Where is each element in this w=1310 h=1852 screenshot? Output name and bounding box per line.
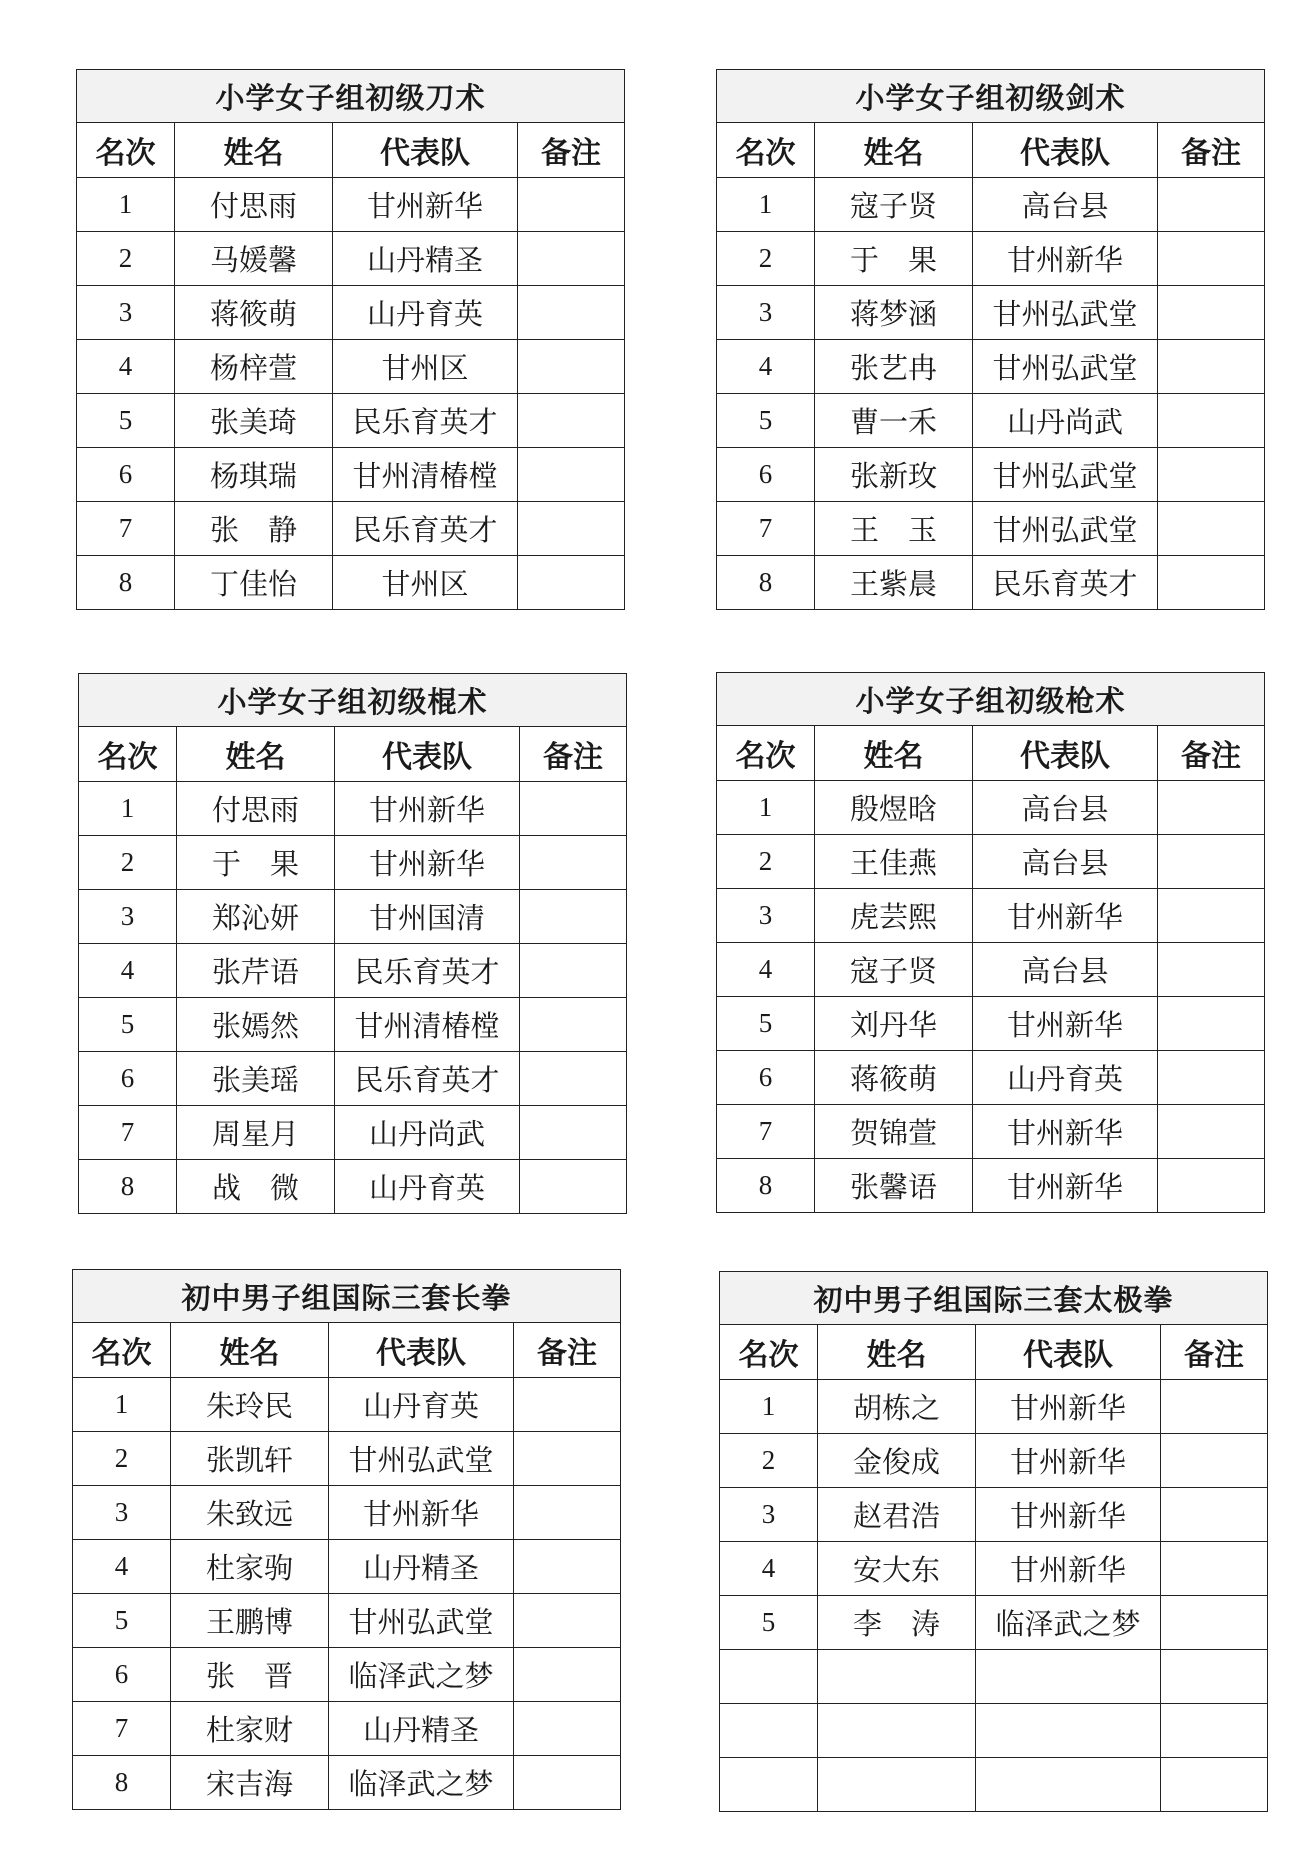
table-title-row	[717, 673, 1265, 726]
team-cell: 甘州新华	[973, 1159, 1158, 1213]
name-cell: 张嫣然	[177, 998, 335, 1052]
rank-cell	[720, 1758, 818, 1812]
team-cell: 甘州新华	[973, 1105, 1158, 1159]
team-cell: 甘州新华	[973, 997, 1158, 1051]
note-cell	[1158, 232, 1265, 286]
note-cell	[514, 1756, 621, 1810]
name-column-header: 姓名	[175, 123, 333, 178]
rank-cell: 1	[73, 1378, 171, 1432]
name-cell: 王佳燕	[815, 835, 973, 889]
team-cell: 甘州清椿樘	[335, 998, 520, 1052]
note-cell	[518, 286, 625, 340]
table-row	[720, 1434, 1268, 1488]
team-cell	[976, 1650, 1161, 1704]
name-cell	[818, 1650, 976, 1704]
table-title: 初中男子组国际三套太极拳	[720, 1272, 1268, 1325]
note-cell	[1161, 1596, 1268, 1650]
table-row	[720, 1758, 1268, 1812]
name-cell: 张新玫	[815, 448, 973, 502]
team-cell: 甘州新华	[335, 782, 520, 836]
table-row	[73, 1702, 621, 1756]
name-cell: 王 玉	[815, 502, 973, 556]
note-column-header: 备注	[520, 727, 627, 782]
note-cell	[520, 890, 627, 944]
column-header-row	[720, 1325, 1268, 1380]
rank-cell: 5	[720, 1596, 818, 1650]
note-cell	[518, 448, 625, 502]
rank-cell: 6	[73, 1648, 171, 1702]
rank-cell: 1	[717, 781, 815, 835]
table-row	[77, 232, 625, 286]
name-cell: 王鹏博	[171, 1594, 329, 1648]
name-cell: 张艺冉	[815, 340, 973, 394]
rank-cell: 7	[79, 1106, 177, 1160]
name-cell: 寇子贤	[815, 943, 973, 997]
table-row	[720, 1488, 1268, 1542]
team-cell: 甘州区	[333, 556, 518, 610]
note-cell	[514, 1648, 621, 1702]
team-cell: 民乐育英才	[335, 944, 520, 998]
results-table	[76, 69, 625, 610]
rank-cell: 6	[717, 1051, 815, 1105]
note-cell	[1158, 1159, 1265, 1213]
note-cell	[520, 836, 627, 890]
rank-cell: 1	[720, 1380, 818, 1434]
rank-cell: 5	[717, 394, 815, 448]
table-row	[73, 1756, 621, 1810]
table-row	[79, 998, 627, 1052]
team-column-header: 代表队	[329, 1323, 514, 1378]
note-cell	[1158, 448, 1265, 502]
note-cell	[1161, 1650, 1268, 1704]
rank-column-header: 名次	[717, 726, 815, 781]
table-row	[77, 448, 625, 502]
table-row	[73, 1486, 621, 1540]
note-cell	[518, 340, 625, 394]
name-cell: 张馨语	[815, 1159, 973, 1213]
rank-cell: 5	[717, 997, 815, 1051]
table-row	[717, 1051, 1265, 1105]
team-cell: 甘州清椿樘	[333, 448, 518, 502]
rank-cell: 5	[77, 394, 175, 448]
table-row	[73, 1648, 621, 1702]
note-column-header: 备注	[1158, 123, 1265, 178]
team-cell: 甘州弘武堂	[973, 286, 1158, 340]
name-column-header: 姓名	[818, 1325, 976, 1380]
table-row	[717, 781, 1265, 835]
name-column-header: 姓名	[815, 123, 973, 178]
team-cell: 甘州弘武堂	[973, 340, 1158, 394]
note-column-header: 备注	[514, 1323, 621, 1378]
name-cell	[818, 1704, 976, 1758]
table-row	[79, 1106, 627, 1160]
team-cell: 甘州新华	[329, 1486, 514, 1540]
table-row	[79, 836, 627, 890]
table-title: 小学女子组初级剑术	[717, 70, 1265, 123]
team-cell: 山丹育英	[335, 1160, 520, 1214]
table-title-row	[717, 70, 1265, 123]
team-cell	[976, 1704, 1161, 1758]
table-row	[717, 556, 1265, 610]
rank-cell: 1	[77, 178, 175, 232]
name-cell: 朱致远	[171, 1486, 329, 1540]
table-row	[77, 286, 625, 340]
rank-cell: 2	[717, 232, 815, 286]
name-cell: 张美琦	[175, 394, 333, 448]
name-cell: 李 涛	[818, 1596, 976, 1650]
name-cell: 蒋梦涵	[815, 286, 973, 340]
rank-cell: 3	[720, 1488, 818, 1542]
rank-cell: 8	[73, 1756, 171, 1810]
column-header-row	[77, 123, 625, 178]
note-cell	[1161, 1434, 1268, 1488]
name-cell: 寇子贤	[815, 178, 973, 232]
note-cell	[518, 556, 625, 610]
team-cell: 高台县	[973, 835, 1158, 889]
table-row	[77, 178, 625, 232]
table-row	[717, 889, 1265, 943]
note-cell	[1161, 1542, 1268, 1596]
team-cell: 甘州新华	[333, 178, 518, 232]
team-column-header: 代表队	[976, 1325, 1161, 1380]
name-cell: 杨梓萱	[175, 340, 333, 394]
team-column-header: 代表队	[335, 727, 520, 782]
team-column-header: 代表队	[333, 123, 518, 178]
team-cell: 民乐育英才	[973, 556, 1158, 610]
note-cell	[1161, 1758, 1268, 1812]
team-cell: 山丹精圣	[329, 1702, 514, 1756]
name-cell: 金俊成	[818, 1434, 976, 1488]
rank-column-header: 名次	[79, 727, 177, 782]
team-cell: 山丹育英	[329, 1378, 514, 1432]
table-row	[717, 502, 1265, 556]
name-cell: 杜家财	[171, 1702, 329, 1756]
rank-cell: 6	[77, 448, 175, 502]
rank-cell: 5	[79, 998, 177, 1052]
name-column-header: 姓名	[815, 726, 973, 781]
results-table	[719, 1271, 1268, 1812]
name-cell: 张凯轩	[171, 1432, 329, 1486]
note-cell	[518, 232, 625, 286]
rank-cell: 4	[717, 943, 815, 997]
team-cell: 甘州新华	[976, 1380, 1161, 1434]
team-cell: 甘州新华	[335, 836, 520, 890]
rank-cell: 4	[720, 1542, 818, 1596]
team-cell: 甘州国清	[335, 890, 520, 944]
team-column-header: 代表队	[973, 726, 1158, 781]
table-title-row	[73, 1270, 621, 1323]
note-cell	[520, 1106, 627, 1160]
note-column-header: 备注	[518, 123, 625, 178]
rank-cell: 8	[717, 556, 815, 610]
note-cell	[514, 1486, 621, 1540]
note-cell	[520, 1052, 627, 1106]
rank-cell	[720, 1650, 818, 1704]
table-title: 小学女子组初级刀术	[77, 70, 625, 123]
name-cell: 付思雨	[175, 178, 333, 232]
name-cell: 周星月	[177, 1106, 335, 1160]
rank-cell: 2	[79, 836, 177, 890]
table-row	[79, 944, 627, 998]
team-cell: 临泽武之梦	[329, 1648, 514, 1702]
table-title: 小学女子组初级枪术	[717, 673, 1265, 726]
team-cell: 山丹育英	[333, 286, 518, 340]
rank-cell: 3	[717, 286, 815, 340]
table-row	[73, 1378, 621, 1432]
team-cell: 高台县	[973, 943, 1158, 997]
note-cell	[514, 1378, 621, 1432]
table-row	[717, 232, 1265, 286]
rank-cell: 4	[717, 340, 815, 394]
table-row	[73, 1432, 621, 1486]
column-header-row	[717, 123, 1265, 178]
results-table	[716, 69, 1265, 610]
table-row	[79, 1160, 627, 1214]
rank-cell: 4	[77, 340, 175, 394]
team-cell: 山丹尚武	[973, 394, 1158, 448]
name-cell: 张 静	[175, 502, 333, 556]
note-cell	[1158, 394, 1265, 448]
team-cell: 山丹育英	[973, 1051, 1158, 1105]
rank-cell: 7	[717, 502, 815, 556]
name-column-header: 姓名	[177, 727, 335, 782]
note-cell	[1158, 340, 1265, 394]
rank-column-header: 名次	[717, 123, 815, 178]
note-cell	[1161, 1704, 1268, 1758]
note-cell	[1158, 1051, 1265, 1105]
table-row	[717, 394, 1265, 448]
table-row	[77, 502, 625, 556]
rank-cell: 6	[717, 448, 815, 502]
team-cell: 高台县	[973, 178, 1158, 232]
rank-column-header: 名次	[77, 123, 175, 178]
team-cell: 甘州区	[333, 340, 518, 394]
name-cell: 战 微	[177, 1160, 335, 1214]
rank-cell: 8	[717, 1159, 815, 1213]
note-cell	[520, 998, 627, 1052]
team-cell: 甘州新华	[973, 232, 1158, 286]
rank-cell: 6	[79, 1052, 177, 1106]
results-table	[78, 673, 627, 1214]
note-cell	[520, 944, 627, 998]
note-cell	[1158, 943, 1265, 997]
results-table	[72, 1269, 621, 1810]
table-row	[79, 1052, 627, 1106]
rank-cell: 5	[73, 1594, 171, 1648]
rank-cell: 1	[717, 178, 815, 232]
column-header-row	[717, 726, 1265, 781]
table-row	[720, 1380, 1268, 1434]
note-column-header: 备注	[1161, 1325, 1268, 1380]
team-cell: 甘州新华	[976, 1488, 1161, 1542]
note-cell	[518, 178, 625, 232]
table-row	[717, 835, 1265, 889]
team-cell: 民乐育英才	[333, 502, 518, 556]
note-cell	[518, 394, 625, 448]
team-cell: 甘州新华	[973, 889, 1158, 943]
name-cell: 宋吉海	[171, 1756, 329, 1810]
table-row	[73, 1594, 621, 1648]
table-title-row	[720, 1272, 1268, 1325]
team-cell: 甘州弘武堂	[329, 1432, 514, 1486]
rank-cell: 7	[73, 1702, 171, 1756]
name-cell: 付思雨	[177, 782, 335, 836]
table-row	[717, 1159, 1265, 1213]
table-row	[720, 1596, 1268, 1650]
name-cell	[818, 1758, 976, 1812]
note-column-header: 备注	[1158, 726, 1265, 781]
table-row	[717, 943, 1265, 997]
note-cell	[1158, 889, 1265, 943]
rank-cell: 4	[79, 944, 177, 998]
team-cell: 甘州弘武堂	[973, 448, 1158, 502]
name-cell: 刘丹华	[815, 997, 973, 1051]
rank-cell: 8	[77, 556, 175, 610]
table-row	[717, 286, 1265, 340]
name-cell: 安大东	[818, 1542, 976, 1596]
column-header-row	[79, 727, 627, 782]
note-cell	[1161, 1488, 1268, 1542]
note-cell	[1158, 997, 1265, 1051]
team-column-header: 代表队	[973, 123, 1158, 178]
note-cell	[514, 1594, 621, 1648]
team-cell: 甘州弘武堂	[329, 1594, 514, 1648]
table-row	[720, 1542, 1268, 1596]
name-cell: 虎芸熙	[815, 889, 973, 943]
table-row	[720, 1704, 1268, 1758]
note-cell	[1158, 502, 1265, 556]
name-cell: 马媛馨	[175, 232, 333, 286]
table-row	[717, 997, 1265, 1051]
team-cell: 山丹尚武	[335, 1106, 520, 1160]
table-row	[77, 394, 625, 448]
table-row	[73, 1540, 621, 1594]
name-cell: 杜家驹	[171, 1540, 329, 1594]
rank-cell: 4	[73, 1540, 171, 1594]
column-header-row	[73, 1323, 621, 1378]
name-cell: 曹一禾	[815, 394, 973, 448]
rank-cell: 8	[79, 1160, 177, 1214]
note-cell	[1158, 286, 1265, 340]
team-cell: 山丹精圣	[329, 1540, 514, 1594]
name-cell: 丁佳怡	[175, 556, 333, 610]
table-row	[717, 448, 1265, 502]
name-cell: 蒋筱萌	[815, 1051, 973, 1105]
rank-cell: 2	[720, 1434, 818, 1488]
table-row	[77, 556, 625, 610]
note-cell	[514, 1702, 621, 1756]
table-title: 初中男子组国际三套长拳	[73, 1270, 621, 1323]
team-cell: 民乐育英才	[335, 1052, 520, 1106]
rank-cell: 3	[717, 889, 815, 943]
team-cell: 甘州弘武堂	[973, 502, 1158, 556]
note-cell	[1158, 781, 1265, 835]
table-row	[717, 1105, 1265, 1159]
name-cell: 殷煜晗	[815, 781, 973, 835]
name-cell: 贺锦萱	[815, 1105, 973, 1159]
note-cell	[1161, 1380, 1268, 1434]
table-row	[717, 340, 1265, 394]
rank-cell: 3	[73, 1486, 171, 1540]
team-cell: 临泽武之梦	[329, 1756, 514, 1810]
name-cell: 于 果	[177, 836, 335, 890]
note-cell	[1158, 835, 1265, 889]
note-cell	[1158, 556, 1265, 610]
name-cell: 张 晋	[171, 1648, 329, 1702]
table-title-row	[77, 70, 625, 123]
team-cell: 高台县	[973, 781, 1158, 835]
rank-cell: 2	[73, 1432, 171, 1486]
results-table	[716, 672, 1265, 1213]
name-cell: 郑沁妍	[177, 890, 335, 944]
name-cell: 杨琪瑞	[175, 448, 333, 502]
note-cell	[1158, 178, 1265, 232]
name-cell: 赵君浩	[818, 1488, 976, 1542]
team-cell: 甘州新华	[976, 1542, 1161, 1596]
rank-cell: 7	[717, 1105, 815, 1159]
table-row	[79, 890, 627, 944]
rank-cell: 2	[77, 232, 175, 286]
team-cell: 甘州新华	[976, 1434, 1161, 1488]
table-title-row	[79, 674, 627, 727]
rank-cell: 2	[717, 835, 815, 889]
rank-column-header: 名次	[73, 1323, 171, 1378]
team-cell	[976, 1758, 1161, 1812]
table-row	[717, 178, 1265, 232]
team-cell: 山丹精圣	[333, 232, 518, 286]
name-cell: 蒋筱萌	[175, 286, 333, 340]
table-row	[77, 340, 625, 394]
team-cell: 民乐育英才	[333, 394, 518, 448]
note-cell	[520, 1160, 627, 1214]
note-cell	[514, 1432, 621, 1486]
table-row	[79, 782, 627, 836]
name-cell: 张芹语	[177, 944, 335, 998]
name-cell: 胡栋之	[818, 1380, 976, 1434]
name-cell: 王紫晨	[815, 556, 973, 610]
note-cell	[518, 502, 625, 556]
note-cell	[1158, 1105, 1265, 1159]
table-title: 小学女子组初级棍术	[79, 674, 627, 727]
team-cell: 临泽武之梦	[976, 1596, 1161, 1650]
table-row	[720, 1650, 1268, 1704]
note-cell	[514, 1540, 621, 1594]
rank-cell: 3	[79, 890, 177, 944]
rank-cell	[720, 1704, 818, 1758]
rank-column-header: 名次	[720, 1325, 818, 1380]
rank-cell: 1	[79, 782, 177, 836]
rank-cell: 3	[77, 286, 175, 340]
rank-cell: 7	[77, 502, 175, 556]
name-cell: 于 果	[815, 232, 973, 286]
note-cell	[520, 782, 627, 836]
name-cell: 朱玲民	[171, 1378, 329, 1432]
name-column-header: 姓名	[171, 1323, 329, 1378]
name-cell: 张美瑶	[177, 1052, 335, 1106]
